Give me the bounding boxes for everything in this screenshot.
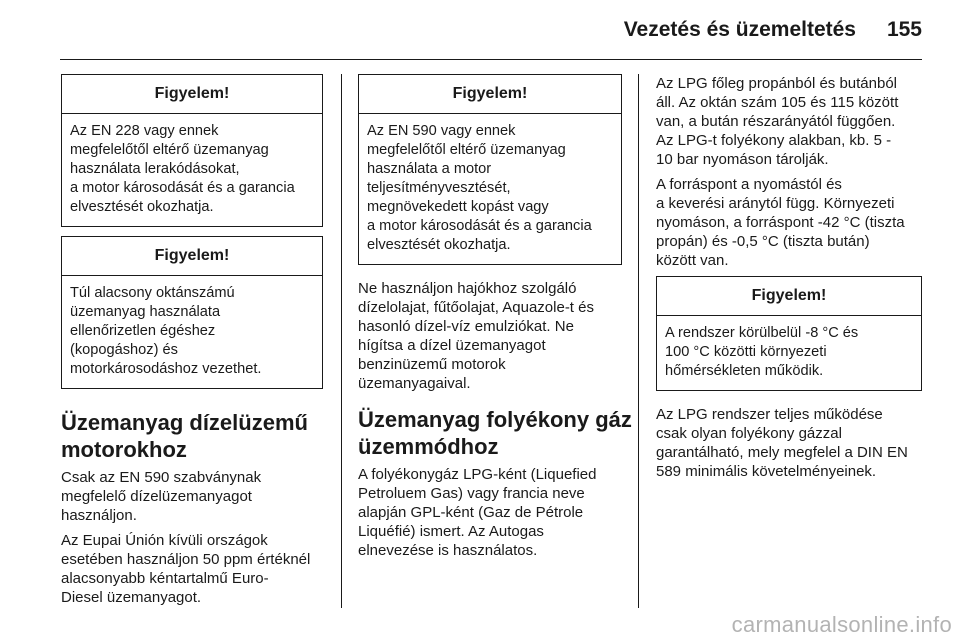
text-line: elnevezése is használatos.: [358, 542, 538, 559]
column-2: [358, 74, 632, 566]
text-line: van, a bután részarányától függően.: [656, 113, 896, 130]
text-line: dízelolajat, fűtőolajat, Aquazole-t és: [358, 299, 594, 316]
warning-box-en228: [61, 74, 323, 227]
heading-line: Üzemanyag dízelüzemű: [61, 410, 308, 435]
warning-title: Figyelem!: [62, 75, 322, 114]
text-line: Az LPG rendszer teljes működése: [656, 406, 883, 423]
text-line: elvesztését okozhatja.: [70, 199, 214, 215]
text-line: a motor károsodását és a garancia: [367, 218, 592, 234]
column-3: [656, 74, 922, 487]
section-heading-lpg: [358, 406, 632, 460]
warning-text: [62, 114, 322, 226]
paragraph: [61, 468, 323, 525]
text-line: hígítsa a dízel üzemanyagot: [358, 337, 546, 354]
warning-text: [62, 276, 322, 388]
text-line: motorkárosodáshoz vezethet.: [70, 361, 262, 377]
text-line: A rendszer körülbelül -8 °C és: [665, 325, 859, 341]
text-line: megfelelőtől eltérő üzemanyag: [367, 142, 566, 158]
paragraph: [358, 465, 622, 560]
text-line: 589 minimális követelményeinek.: [656, 463, 877, 480]
warning-title: Figyelem!: [359, 75, 621, 114]
text-line: nyomáson, a forráspont -42 °C (tiszta: [656, 214, 905, 231]
heading-line: Üzemanyag folyékony gáz: [358, 407, 632, 432]
text-line: 100 °C közötti környezeti: [665, 344, 827, 360]
paragraph: [358, 279, 622, 393]
text-line: üzemanyag használata: [70, 304, 221, 320]
text-line: Az LPG főleg propánból és butánból: [656, 75, 898, 92]
paragraph: [656, 74, 922, 169]
paragraph: [656, 405, 922, 481]
text-line: (kopogáshoz) és: [70, 342, 178, 358]
paragraph: [656, 175, 922, 270]
text-line: Túl alacsony oktánszámú: [70, 285, 235, 301]
text-line: a keverési aránytól függ. Környezeti: [656, 195, 895, 212]
text-line: között van.: [656, 252, 729, 269]
warning-title: Figyelem!: [657, 277, 921, 316]
text-line: Az EN 228 vagy ennek: [70, 123, 219, 139]
warning-title: Figyelem!: [62, 237, 322, 276]
text-line: megfelelő dízelüzemanyagot: [61, 488, 252, 505]
text-line: garantálható, mely megfelel a DIN EN: [656, 444, 908, 461]
text-line: Ne használjon hajókhoz szolgáló: [358, 280, 577, 297]
text-line: megnövekedett kopást vagy: [367, 199, 549, 215]
warning-box-temperature: [656, 276, 922, 391]
text-line: ellenőrizetlen égéshez: [70, 323, 216, 339]
text-line: áll. Az oktán szám 105 és 115 között: [656, 94, 899, 111]
warning-box-en590: [358, 74, 622, 265]
text-line: alapján GPL-ként (Gaz de Pétrole: [358, 504, 584, 521]
column-divider-2: [638, 74, 639, 608]
text-line: alacsonyabb kéntartalmű Euro-: [61, 570, 269, 587]
text-line: Diesel üzemanyagot.: [61, 589, 202, 606]
text-line: a motor károsodását és a garancia: [70, 180, 295, 196]
text-line: Az EN 590 vagy ennek: [367, 123, 516, 139]
text-line: használata lerakódásokat,: [70, 161, 240, 177]
text-line: használjon.: [61, 507, 137, 524]
paragraph: [61, 531, 323, 607]
text-line: Az LPG-t folyékony alakban, kb. 5 -: [656, 132, 892, 149]
text-line: megfelelőtől eltérő üzemanyag: [70, 142, 269, 158]
text-line: A folyékonygáz LPG-ként (Liquefied: [358, 466, 597, 483]
running-title: Vezetés és üzemeltetés: [623, 18, 856, 41]
text-line: Csak az EN 590 szabványnak: [61, 469, 262, 486]
heading-line: motorokhoz: [61, 437, 187, 462]
text-line: csak olyan folyékony gázzal: [656, 425, 842, 442]
warning-text: [359, 114, 621, 264]
text-line: üzemanyagaival.: [358, 375, 471, 392]
text-line: esetében használjon 50 ppm értéknél: [61, 551, 311, 568]
text-line: propán) és -0,5 °C (tiszta bután): [656, 233, 870, 250]
text-line: Liquéfié) ismert. Az Autogas: [358, 523, 544, 540]
text-line: teljesítményvesztését,: [367, 180, 511, 196]
text-line: Az Eupai Únión kívüli országok: [61, 532, 268, 549]
column-1: [61, 74, 323, 613]
page-header: [0, 0, 960, 60]
section-heading-diesel: [61, 409, 323, 463]
warning-box-octane: [61, 236, 323, 389]
text-line: használata a motor: [367, 161, 492, 177]
warning-text: [657, 316, 921, 390]
text-line: hőmérsékleten működik.: [665, 363, 824, 379]
heading-line: üzemmódhoz: [358, 434, 499, 459]
text-line: Petroluem Gas) vagy francia neve: [358, 485, 585, 502]
site-watermark: carmanualsonline.info: [731, 612, 952, 637]
text-line: elvesztését okozhatja.: [367, 237, 511, 253]
text-line: A forráspont a nyomástól és: [656, 176, 842, 193]
header-rule: [60, 59, 922, 60]
text-line: benzinüzemű motorok: [358, 356, 506, 373]
text-line: hasonló dízel-víz emulziókat. Ne: [358, 318, 574, 335]
page-number: 155: [886, 18, 922, 41]
text-line: 10 bar nyomáson tárolják.: [656, 151, 829, 168]
column-divider-1: [341, 74, 342, 608]
